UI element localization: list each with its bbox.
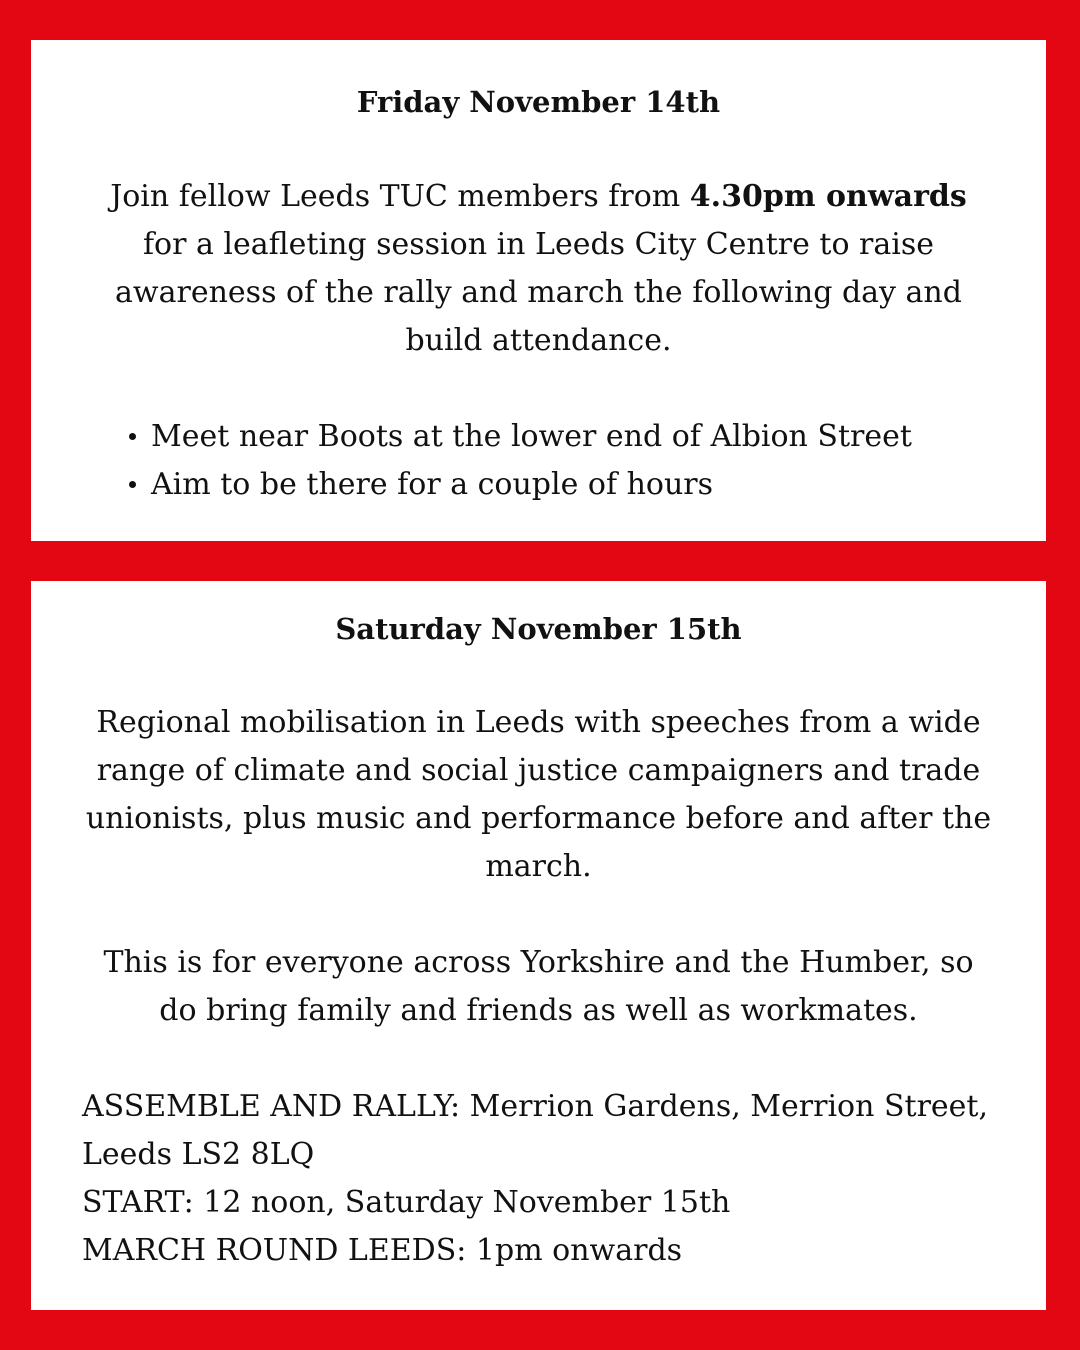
list-item [151, 461, 912, 509]
friday-card [31, 40, 1046, 541]
bullet-text: Meet near Boots at the lower end of Albion Street [151, 419, 912, 454]
assemble-line-1: ASSEMBLE AND RALLY: Merrion Gardens, Merrion Street, [82, 1089, 989, 1124]
friday-intro-text: Join fellow Leeds TUC members from [110, 179, 690, 214]
saturday-paragraph-2: This is for everyone across Yorkshire and the Humber, so do bring family and friends as well as workmates. [103, 945, 974, 1028]
assemble-line-2: Leeds LS2 8LQ [82, 1137, 315, 1172]
bullet-icon [129, 481, 136, 488]
friday-bullet-list [151, 413, 912, 509]
saturday-card [31, 581, 1046, 1310]
friday-intro-text-rest: for a leafleting session in Leeds City Centre to raise awareness of the rally and march the following day and build attendance. [115, 227, 962, 358]
friday-intro-time: 4.30pm onwards [689, 179, 967, 214]
saturday-heading: Saturday November 15th [335, 612, 742, 646]
list-item [151, 413, 912, 461]
friday-intro [31, 173, 1046, 365]
friday-heading: Friday November 14th [356, 85, 721, 119]
start-time: START: 12 noon, Saturday November 15th [82, 1185, 731, 1220]
bullet-icon [129, 433, 136, 440]
bullet-text: Aim to be there for a couple of hours [151, 467, 714, 502]
march-time: MARCH ROUND LEEDS: 1pm onwards [82, 1233, 683, 1268]
event-details [82, 1083, 1022, 1275]
saturday-paragraph-1: Regional mobilisation in Leeds with speeches from a wide range of climate and social justice campaigners and trade unionists, plus music and performance before and after the march. [85, 705, 992, 884]
